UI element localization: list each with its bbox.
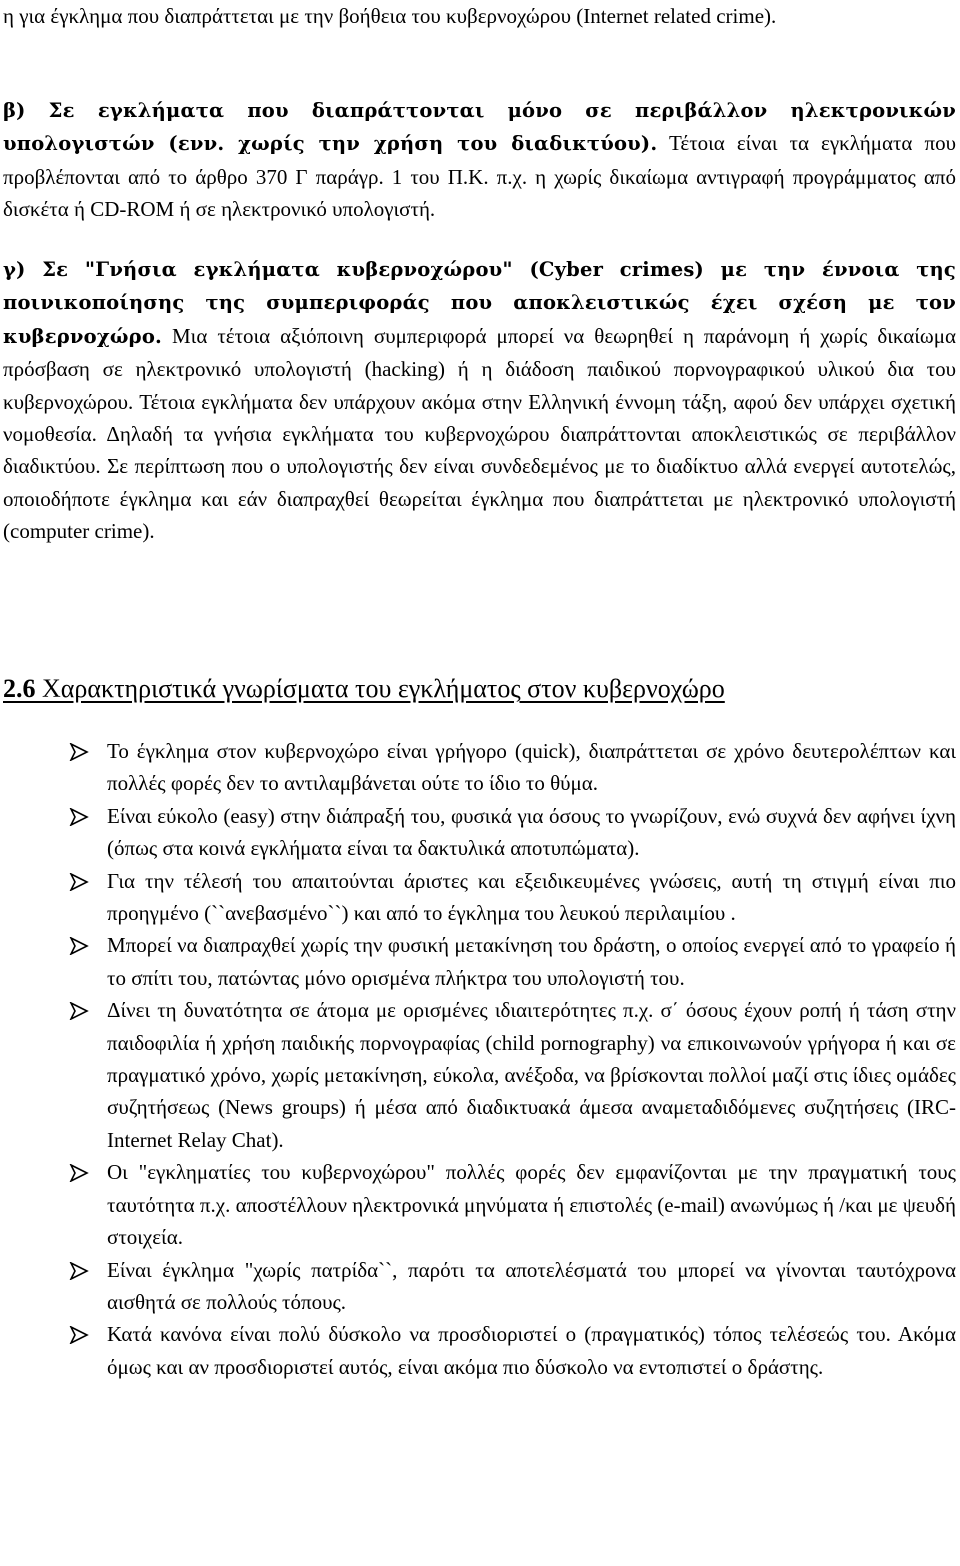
- paragraph-bold-lead: γ) Σε "Γνήσια εγκλήματα κυβερνοχώρου" (Cyber crimes) με την έννοια της ποινικοποίησης της συμπεριφοράς που αποκλειστικώς έχει σχέση με τον κυβερνοχώρο.: [3, 258, 956, 348]
- list-item: [0, 929, 960, 994]
- list-item: [0, 865, 960, 930]
- list-item-text: Είναι εύκολο (easy) στην διάπραξή του, φυσικά για όσους το γνωρίζουν, ενώ συχνά δεν αφήνει ίχνη (όπως στα κοινά εγκλήματα είναι τα δακτυλικά αποτυπώματα).: [107, 803, 956, 861]
- arrowhead-bullet-icon: [69, 873, 89, 891]
- paragraph-text: Τέτοια είναι τα εγκλήματα που προβλέπονται από το άρθρο 370 Γ παράγρ. 1 του Π.Κ. π.χ. η χωρίς δικαίωμα αντιγραφή προγράμματος από δισκέτα ή CD-ROM ή σε ηλεκτρονικό υπολογιστή.: [3, 131, 956, 222]
- arrowhead-bullet-icon: [69, 743, 89, 761]
- list-item: [0, 735, 960, 800]
- paragraph-text: Μια τέτοια αξιόποινη συμπεριφορά μπορεί να θεωρηθεί η παράνομη ή χωρίς δικαίωμα πρόσβαση σε ηλεκτρονικό υπολογιστή (hacking) ή η διάδοση παιδικού πορνογραφικού υλικού δια του κυβερνοχώρου. Τέτοια εγκλήματα δεν υπάρχουν ακόμα στην Ελληνική έννομη τάξη, αφού δεν υπάρχει σχετική νομοθεσία. Δηλαδή τα γνήσια εγκλήματα του κυβερνοχώρου διαπράττονται αποκλειστικώς σε περιβάλλον διαδικτύου. Σε περίπτωση που ο υπολογιστής δεν είναι συνδεδεμένος με το διαδίκτυο αλλά ενεργεί αυτοτελώς, οποιοδήποτε έγκλημα και εάν διαπραχθεί θεωρείται έγκλημα που διαπράττεται με ηλεκτρονικό υπολογιστή (computer crime).: [3, 323, 956, 544]
- list-item: [0, 1254, 960, 1319]
- arrowhead-bullet-icon: [69, 1002, 89, 1020]
- list-item-text: Κατά κανόνα είναι πολύ δύσκολο να προσδιοριστεί ο (πραγματικός) τόπος τελέσεώς του. Ακόμα όμως και αν προσδιοριστεί αυτός, είναι ακόμα πιο δύσκολο να εντοπιστεί ο δράστης.: [107, 1322, 956, 1379]
- list-item-text: Το έγκλημα στον κυβερνοχώρο είναι γρήγορο (quick), διαπράττεται σε χρόνο δευτερολέπτων και πολλές φορές δεν το αντιλαμβάνεται ούτε το ίδιο το θύμα.: [107, 739, 956, 796]
- paragraph-genuine-cyber-crimes: [3, 253, 956, 548]
- list-item: [0, 994, 960, 1156]
- list-item-text: Δίνει τη δυνατότητα σε άτομα με ορισμένες ιδιαιτερότητες π.χ. σ΄ όσους έχουν ροπή ή τάση στην παιδοφιλία ή χρήση παιδικής πορνογραφίας (child pornography) να επικοινωνούν γρήγορα ή και σε πραγματικό χρόνο, χωρίς μετακίνηση, εύκολα, ανέξοδα, να βρίσκονται πολλοί μαζί στις ίδιες ομάδες συζητήσεως (News groups) ή μέσα από διαδικτυακά άμεσα αναμεταδιδόμενες συζητήσεις (IRC- Internet Relay Chat).: [107, 998, 956, 1152]
- arrowhead-bullet-icon: [69, 937, 89, 955]
- section-heading: [3, 671, 725, 707]
- list-item-text: Για την τέλεσή του απαιτούνται άριστες και εξειδικευμένες γνώσεις, αυτή τη στιγμή είναι πιο προηγμένο (``ανεβασμένο``) και από το έγκλημα του λευκού περιλαιμίου .: [107, 868, 956, 926]
- list-item: [0, 1318, 960, 1383]
- arrowhead-bullet-icon: [69, 1262, 89, 1280]
- arrowhead-bullet-icon: [69, 808, 89, 826]
- arrowhead-bullet-icon: [69, 1326, 89, 1344]
- paragraph-text: η για έγκλημα που διαπράττεται με την βοήθεια του κυβερνοχώρου (Internet related crime).: [3, 4, 777, 28]
- section-number: 2.6: [3, 674, 36, 703]
- paragraph-internet-related-crime: [3, 0, 956, 32]
- list-item-text: Μπορεί να διαπραχθεί χωρίς την φυσική μετακίνηση του δράστη, ο οποίος ενεργεί από το γραφείο ή το σπίτι του, πατώντας μόνο ορισμένα πλήκτρα του υπολογιστή του.: [107, 933, 956, 990]
- list-item-text: Οι "εγκληματίες του κυβερνοχώρου" πολλές φορές δεν εμφανίζονται με την πραγματική τους ταυτότητα π.χ. αποστέλλουν ηλεκτρονικά μηνύματα ή επιστολές (e-mail) ανωνύμως ή /και με ψευδή στοιχεία.: [107, 1160, 956, 1250]
- section-title: Χαρακτηριστικά γνωρίσματα του εγκλήματος στον κυβερνοχώρο: [35, 674, 725, 703]
- list-item-text: Είναι έγκλημα "χωρίς πατρίδα``, παρότι τα αποτελέσματά του μπορεί να γίνονται ταυτόχρονα αισθητά σε πολλούς τόπους.: [107, 1257, 956, 1314]
- list-item: [0, 1156, 960, 1253]
- list-item: [0, 800, 960, 865]
- arrowhead-bullet-icon: [69, 1164, 89, 1182]
- characteristics-list: [0, 735, 960, 1383]
- paragraph-computer-only-crimes: [3, 94, 956, 226]
- paragraph-bold-lead: β) Σε εγκλήματα που διαπράττονται μόνο σε περιβάλλον ηλεκτρονικών υπολογιστών (ενν. χωρίς την χρήση του διαδικτύου).: [3, 99, 956, 156]
